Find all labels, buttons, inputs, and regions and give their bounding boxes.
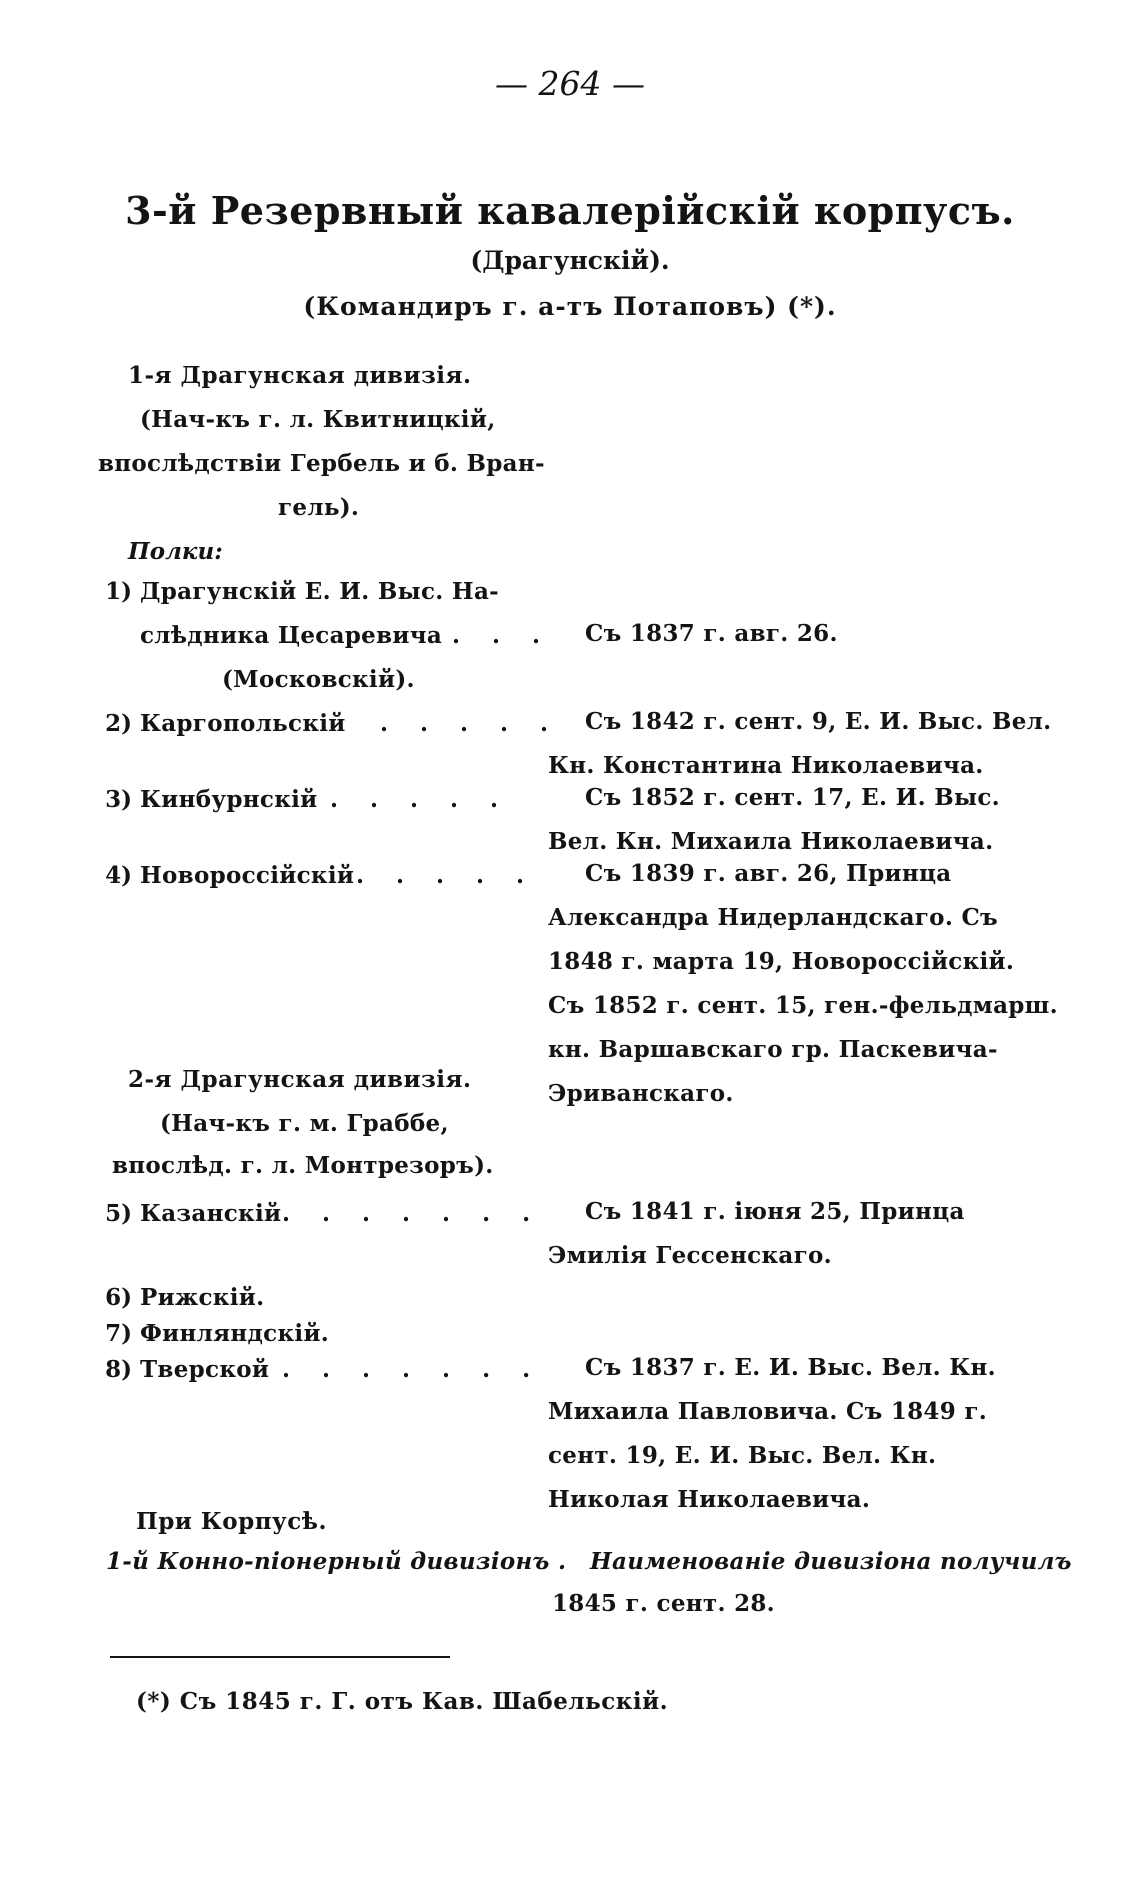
corps-subtitle: (Драгунскій). [470, 246, 670, 275]
regiment-4-name: Новороссійскій [140, 862, 355, 889]
division-1-chief-line-2: впослѣдствіи Гербель и б. Вран- [98, 450, 545, 477]
regiment-8-leader-dots: . . . . . . . [282, 1356, 543, 1383]
division-1-heading: 1-я Драгунская дивизія. [128, 362, 472, 389]
page-number: — 264 — [495, 64, 645, 103]
regiment-8-number: 8) [105, 1356, 132, 1383]
corps-attached-note-date: 1845 г. сент. 28. [552, 1590, 775, 1617]
footnote-divider [110, 1656, 450, 1658]
regiment-3-note: Съ 1852 г. сент. 17, Е. И. Выс. Вел. Кн. Михаила Николаевича. [548, 784, 1000, 855]
regiment-4-note: Съ 1839 г. авг. 26, Принца Александра Нидерландскаго. Съ 1848 г. марта 19, Новороссійскій. Съ 1852 г. сент. 15, ген.-фельдмарш. кн. Варшавскаго гр. Паскевича-Эриванскаго. [548, 860, 1058, 1107]
footnote: (*) Съ 1845 г. Г. отъ Кав. Шабельскій. [136, 1688, 669, 1715]
division-1-chief-line-3: гель). [278, 494, 360, 521]
regiment-2-name: Каргопольскій [140, 710, 346, 737]
corps-commander: (Командиръ г. а-тъ Потаповъ) (*). [303, 292, 837, 321]
regiment-7-number: 7) [105, 1320, 132, 1347]
regiment-5-name: Казанскій [140, 1200, 282, 1227]
regiment-5-leader-dots: . . . . . . . [282, 1200, 543, 1227]
regiment-4-leader-dots: . . . . . [356, 862, 537, 889]
regiment-1-note: Съ 1837 г. авг. 26. [585, 620, 838, 647]
regiment-7-name: Финляндскій. [140, 1320, 330, 1347]
regiment-2-note: Съ 1842 г. сент. 9, Е. И. Выс. Вел. Кн. Константина Николаевича. [548, 708, 1052, 779]
corps-attached-note-italic: Наименованіе дивизіона получилъ [590, 1548, 1072, 1575]
regiment-3-number: 3) [105, 786, 132, 813]
page-title: 3-й Резервный кавалерійскій корпусъ. [125, 188, 1015, 233]
corps-attached-unit: 1-й Конно-піонерный дивизіонъ . [106, 1548, 567, 1575]
regiment-1-name: Драгунскій Е. И. Выс. На- [140, 578, 499, 605]
regiment-6-number: 6) [105, 1284, 132, 1311]
regiment-8-name: Тверской [140, 1356, 270, 1383]
regiment-1-name-line-3: (Московскій). [222, 666, 415, 693]
corps-attached-heading: При Корпусѣ. [136, 1508, 327, 1535]
regiment-3-name: Кинбурнскій [140, 786, 318, 813]
division-2-heading: 2-я Драгунская дивизія. [128, 1066, 472, 1093]
regiment-2-leader-dots: . . . . . [380, 710, 561, 737]
regiment-5-note: Съ 1841 г. іюня 25, Принца Эмилія Гессенскаго. [548, 1198, 965, 1269]
division-2-chief-line-2: впослѣд. г. л. Монтрезоръ). [112, 1152, 494, 1179]
regiment-6-name: Рижскій. [140, 1284, 265, 1311]
regiments-label: Полки: [128, 538, 223, 565]
regiment-8-note: Съ 1837 г. Е. И. Выс. Вел. Кн. Михаила Павловича. Съ 1849 г. сент. 19, Е. И. Выс. Вел. Кн. Николая Николаевича. [548, 1354, 996, 1513]
regiment-1-number: 1) [105, 578, 132, 605]
regiment-3-leader-dots: . . . . . [330, 786, 511, 813]
division-1-chief-line-1: (Нач-къ г. л. Квитницкій, [140, 406, 496, 433]
regiment-1-name-line-2: слѣдника Цесаревича [140, 622, 443, 649]
regiment-2-number: 2) [105, 710, 132, 737]
division-2-chief-line-1: (Нач-къ г. м. Граббе, [160, 1110, 449, 1137]
regiment-5-number: 5) [105, 1200, 132, 1227]
regiment-1-leader-dots: . . . [452, 622, 553, 649]
regiment-4-number: 4) [105, 862, 132, 889]
